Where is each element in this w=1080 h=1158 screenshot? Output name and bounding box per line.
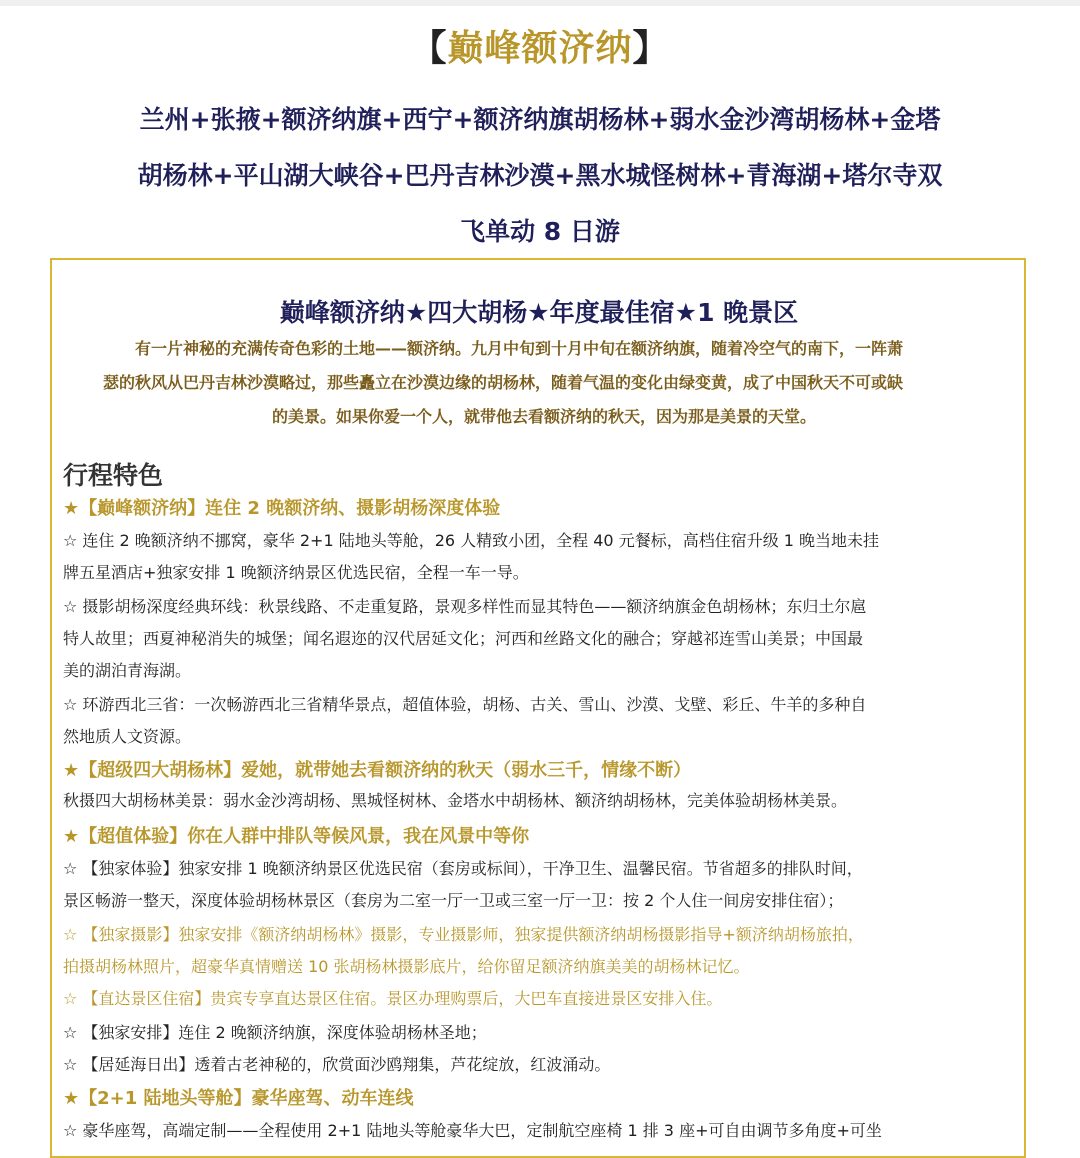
- feature-heading: ★【巅峰额济纳】连住 2 晚额济纳、摄影胡杨深度体验: [63, 498, 501, 519]
- feature-line: ☆ 【独家安排】连住 2 晚额济纳旗，深度体验胡杨林圣地；: [63, 1023, 487, 1042]
- feature-line: 然地质人文资源。: [63, 727, 192, 746]
- route-line-2: 胡杨林+平山湖大峡谷+巴丹吉林沙漠+黑水城怪树林+青海湖+塔尔寺双: [137, 161, 943, 190]
- feature-line: 秋摄四大胡杨林美景：弱水金沙湾胡杨、黑城怪树林、金塔水中胡杨林、额济纳胡杨林，完美体验胡杨林美景。: [63, 791, 848, 810]
- feature-line: ☆ 摄影胡杨深度经典环线：秋景线路、不走重复路，景观多样性而显其特色——额济纳旗金色胡杨林；东归土尔扈: [63, 597, 867, 616]
- title-open-bracket: 【: [410, 28, 448, 69]
- feature-heading: ★【2+1 陆地头等舱】豪华座驾、动车连线: [63, 1088, 414, 1109]
- route-line-1: 兰州+张掖+额济纳旗+西宁+额济纳旗胡杨林+弱水金沙湾胡杨林+金塔: [139, 105, 941, 134]
- feature-line: ☆ 【直达景区住宿】贵宾专享直达景区住宿。景区办理购票后，大巴车直接进景区安排入住。: [63, 989, 723, 1008]
- feature-line: ☆ 环游西北三省：一次畅游西北三省精华景点，超值体验，胡杨、古关、雪山、沙漠、戈壁、彩丘、牛羊的多种自: [63, 695, 867, 714]
- feature-line: 美的湖泊青海湖。: [63, 661, 192, 680]
- title-text: 巅峰额济纳: [447, 28, 633, 69]
- feature-line: ☆ 连住 2 晚额济纳不挪窝，豪华 2+1 陆地头等舱，26 人精致小团，全程 40 元餐标，高档住宿升级 1 晚当地未挂: [63, 531, 880, 550]
- intro-line: 的美景。如果你爱一个人，就带他去看额济纳的秋天，因为那是美景的天堂。: [271, 407, 816, 426]
- feature-line: ☆ 【独家体验】独家安排 1 晚额济纳景区优选民宿（套房或标间），干净卫生、温馨民宿。节省超多的排队时间，: [63, 859, 863, 878]
- box-subtitle: 巅峰额济纳★四大胡杨★年度最佳宿★1 晚景区: [279, 298, 799, 327]
- feature-heading: ★【超级四大胡杨林】爱她，就带她去看额济纳的秋天（弱水三千，情缘不断）: [63, 760, 692, 781]
- intro-line: 瑟的秋风从巴丹吉林沙漠略过，那些矗立在沙漠边缘的胡杨林，随着气温的变化由绿变黄，成了中国秋天不可或缺: [103, 373, 904, 392]
- feature-line: ☆ 【居延海日出】透着古老神秘的，欣赏面沙鸥翔集，芦花绽放，红波涌动。: [63, 1055, 611, 1074]
- intro-paragraph: [103, 332, 1019, 434]
- title-close-bracket: 】: [632, 28, 670, 69]
- feature-line: 拍摄胡杨林照片，超豪华真情赠送 10 张胡杨林摄影底片，给你留足额济纳旗美美的胡杨林记忆。: [63, 957, 750, 976]
- section-heading: 行程特色: [63, 461, 164, 490]
- feature-line: 景区畅游一整天，深度体验胡杨林景区（套房为二室一厅一卫或三室一厅一卫：按 2 个人住一间房安排住宿）；: [63, 891, 844, 910]
- feature-line: 特人故里；西夏神秘消失的城堡；闻名遐迩的汉代居延文化；河西和丝路文化的融合；穿越祁连雪山美景；中国最: [63, 629, 864, 648]
- page-title: [0, 20, 1080, 71]
- top-strip: [0, 0, 1080, 6]
- feature-line: ☆ 【独家摄影】独家安排《额济纳胡杨林》摄影，专业摄影师，独家提供额济纳胡杨摄影指导+额济纳胡杨旅拍，: [63, 925, 864, 944]
- feature-line: ☆ 豪华座驾，高端定制——全程使用 2+1 陆地头等舱豪华大巴，定制航空座椅 1 排 3 座+可自由调节多角度+可坐: [63, 1121, 882, 1140]
- intro-line: 有一片神秘的充满传奇色彩的土地——额济纳。九月中旬到十月中旬在额济纳旗，随着冷空气的南下，一阵萧: [135, 339, 904, 358]
- content-box: [50, 258, 1026, 1158]
- feature-line: 牌五星酒店+独家安排 1 晚额济纳景区优选民宿，全程一车一导。: [63, 563, 529, 582]
- feature-heading: ★【超值体验】你在人群中排队等候风景，我在风景中等你: [63, 826, 530, 847]
- route-line-3: 飞单动 8 日游: [460, 217, 620, 246]
